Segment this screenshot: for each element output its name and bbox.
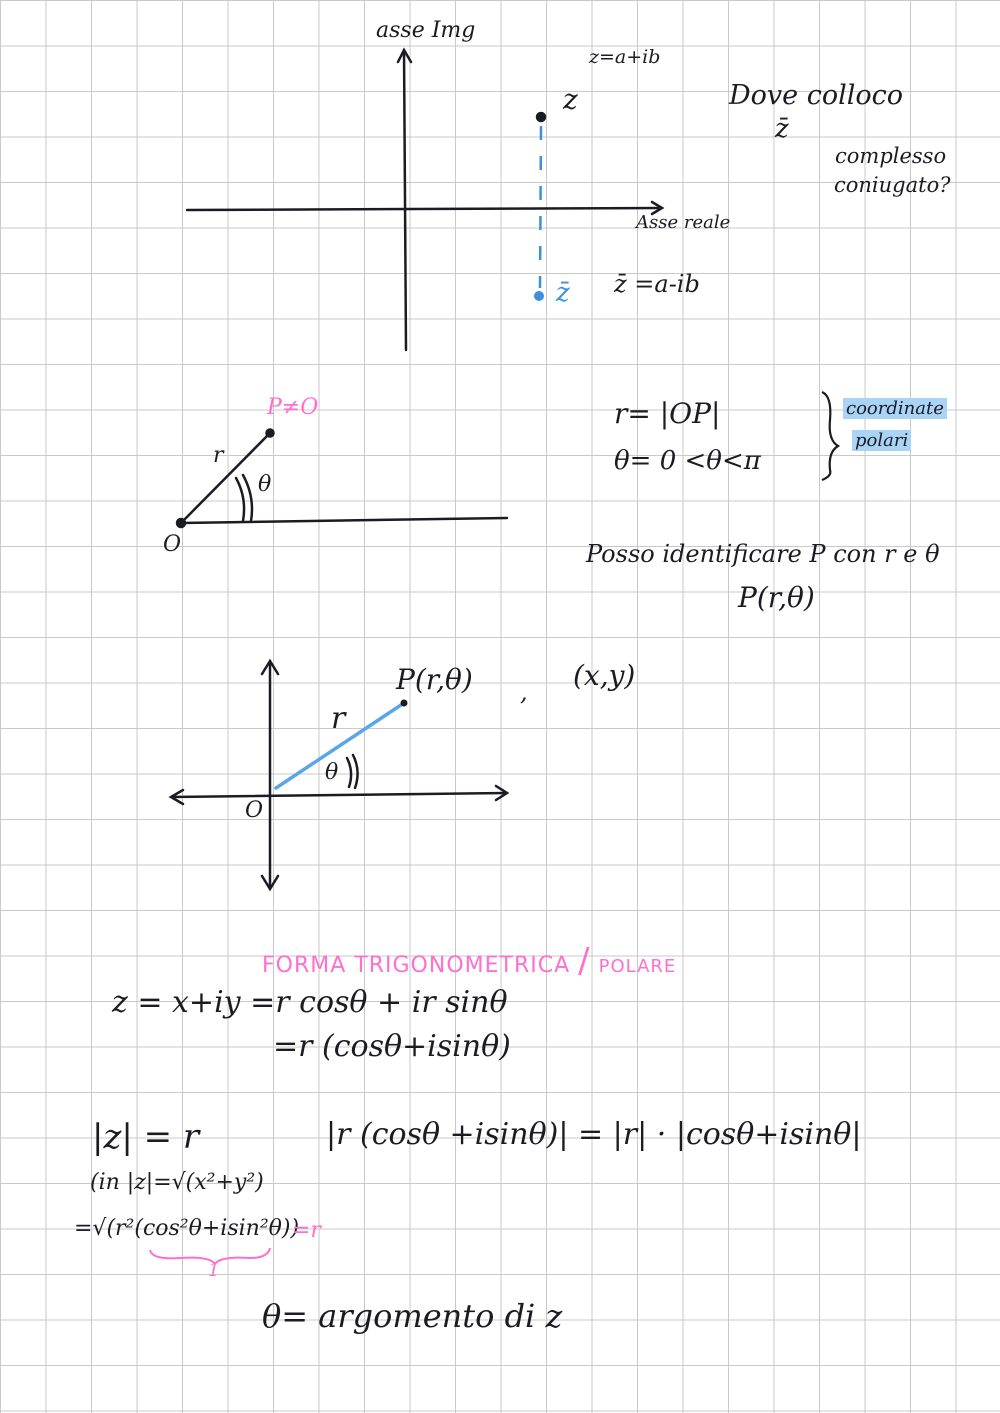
question-line-1: Dove colloco xyxy=(729,80,903,111)
formula-line-2: =r (cosθ+isinθ) xyxy=(273,1029,511,1064)
argument-definition: θ= argomento di z xyxy=(262,1297,563,1335)
polar-r-label: r xyxy=(213,443,224,468)
identify-line-2: P(r,θ) xyxy=(738,581,815,614)
cartesian-origin-label: O xyxy=(245,798,264,823)
angle-arc-1 xyxy=(236,478,244,521)
point-xy-label: (x,y) xyxy=(573,659,636,692)
vector-theta-label: θ xyxy=(325,760,339,785)
formula-line-1: z = x+iy =r cosθ + ir sinθ xyxy=(112,985,508,1020)
section-title-trig: FORMA TRIGONOMETRICA xyxy=(262,953,571,978)
zbar-expression: z̄ =a-ib xyxy=(614,270,700,298)
proof-equals-r: =r xyxy=(292,1218,321,1243)
z-label: z xyxy=(563,83,578,116)
origin-point xyxy=(177,519,185,527)
zbar-point xyxy=(534,291,544,301)
theta-arc-1 xyxy=(347,758,351,787)
proof-line-2: =√(r²(cos²θ+isin²θ)) xyxy=(74,1216,300,1241)
conjugate-projection xyxy=(540,126,541,288)
point-polar-label: P(r,θ) xyxy=(396,663,473,696)
zbar-label: z̄ xyxy=(556,278,570,308)
vector-r-label: r xyxy=(331,701,346,736)
real-axis-label: Asse reale xyxy=(636,212,731,233)
comma-label: , xyxy=(520,678,528,706)
op-segment xyxy=(181,433,270,523)
real-axis xyxy=(187,208,660,210)
proof-one: 1 xyxy=(208,1260,220,1281)
question-line-3: coniugato? xyxy=(834,173,951,197)
imaginary-axis xyxy=(404,50,406,350)
question-zbar: z̄ xyxy=(775,114,789,144)
z-expression: z=a+ib xyxy=(589,46,661,68)
coordinates-label: coordinate xyxy=(843,400,947,418)
polar-theta-label: θ xyxy=(258,472,272,497)
r-definition: r= |OP| xyxy=(614,397,721,430)
theta-definition: θ= 0 <θ<π xyxy=(614,446,761,476)
p-point xyxy=(267,430,274,437)
imaginary-axis-label: asse Img xyxy=(376,18,476,43)
identify-line-1: Posso identificare P con r e θ xyxy=(586,540,940,568)
coordinates-brace xyxy=(822,392,838,480)
polar-diagram xyxy=(177,430,507,528)
section-title-slash: / xyxy=(578,941,591,981)
proof-line-1: (in |z|=√(x²+y²) xyxy=(90,1170,264,1195)
polar-origin-label: O xyxy=(163,532,182,557)
polar-label: polari xyxy=(852,432,911,450)
x-axis xyxy=(172,793,506,797)
z-point xyxy=(537,113,545,121)
modulus-equals-r: |z| = r xyxy=(92,1117,200,1157)
section-title-polar: POLARE xyxy=(598,956,677,977)
p-not-o-label: P≠O xyxy=(267,395,319,420)
p-point-3 xyxy=(401,700,408,707)
modulus-product: |r (cosθ +isinθ)| = |r| · |cosθ+isinθ| xyxy=(326,1117,862,1152)
question-line-2: complesso xyxy=(835,144,947,168)
complex-plane-diagram xyxy=(187,46,662,350)
section-title xyxy=(262,941,677,981)
theta-arc-2 xyxy=(353,755,358,788)
polar-axis xyxy=(181,518,507,523)
